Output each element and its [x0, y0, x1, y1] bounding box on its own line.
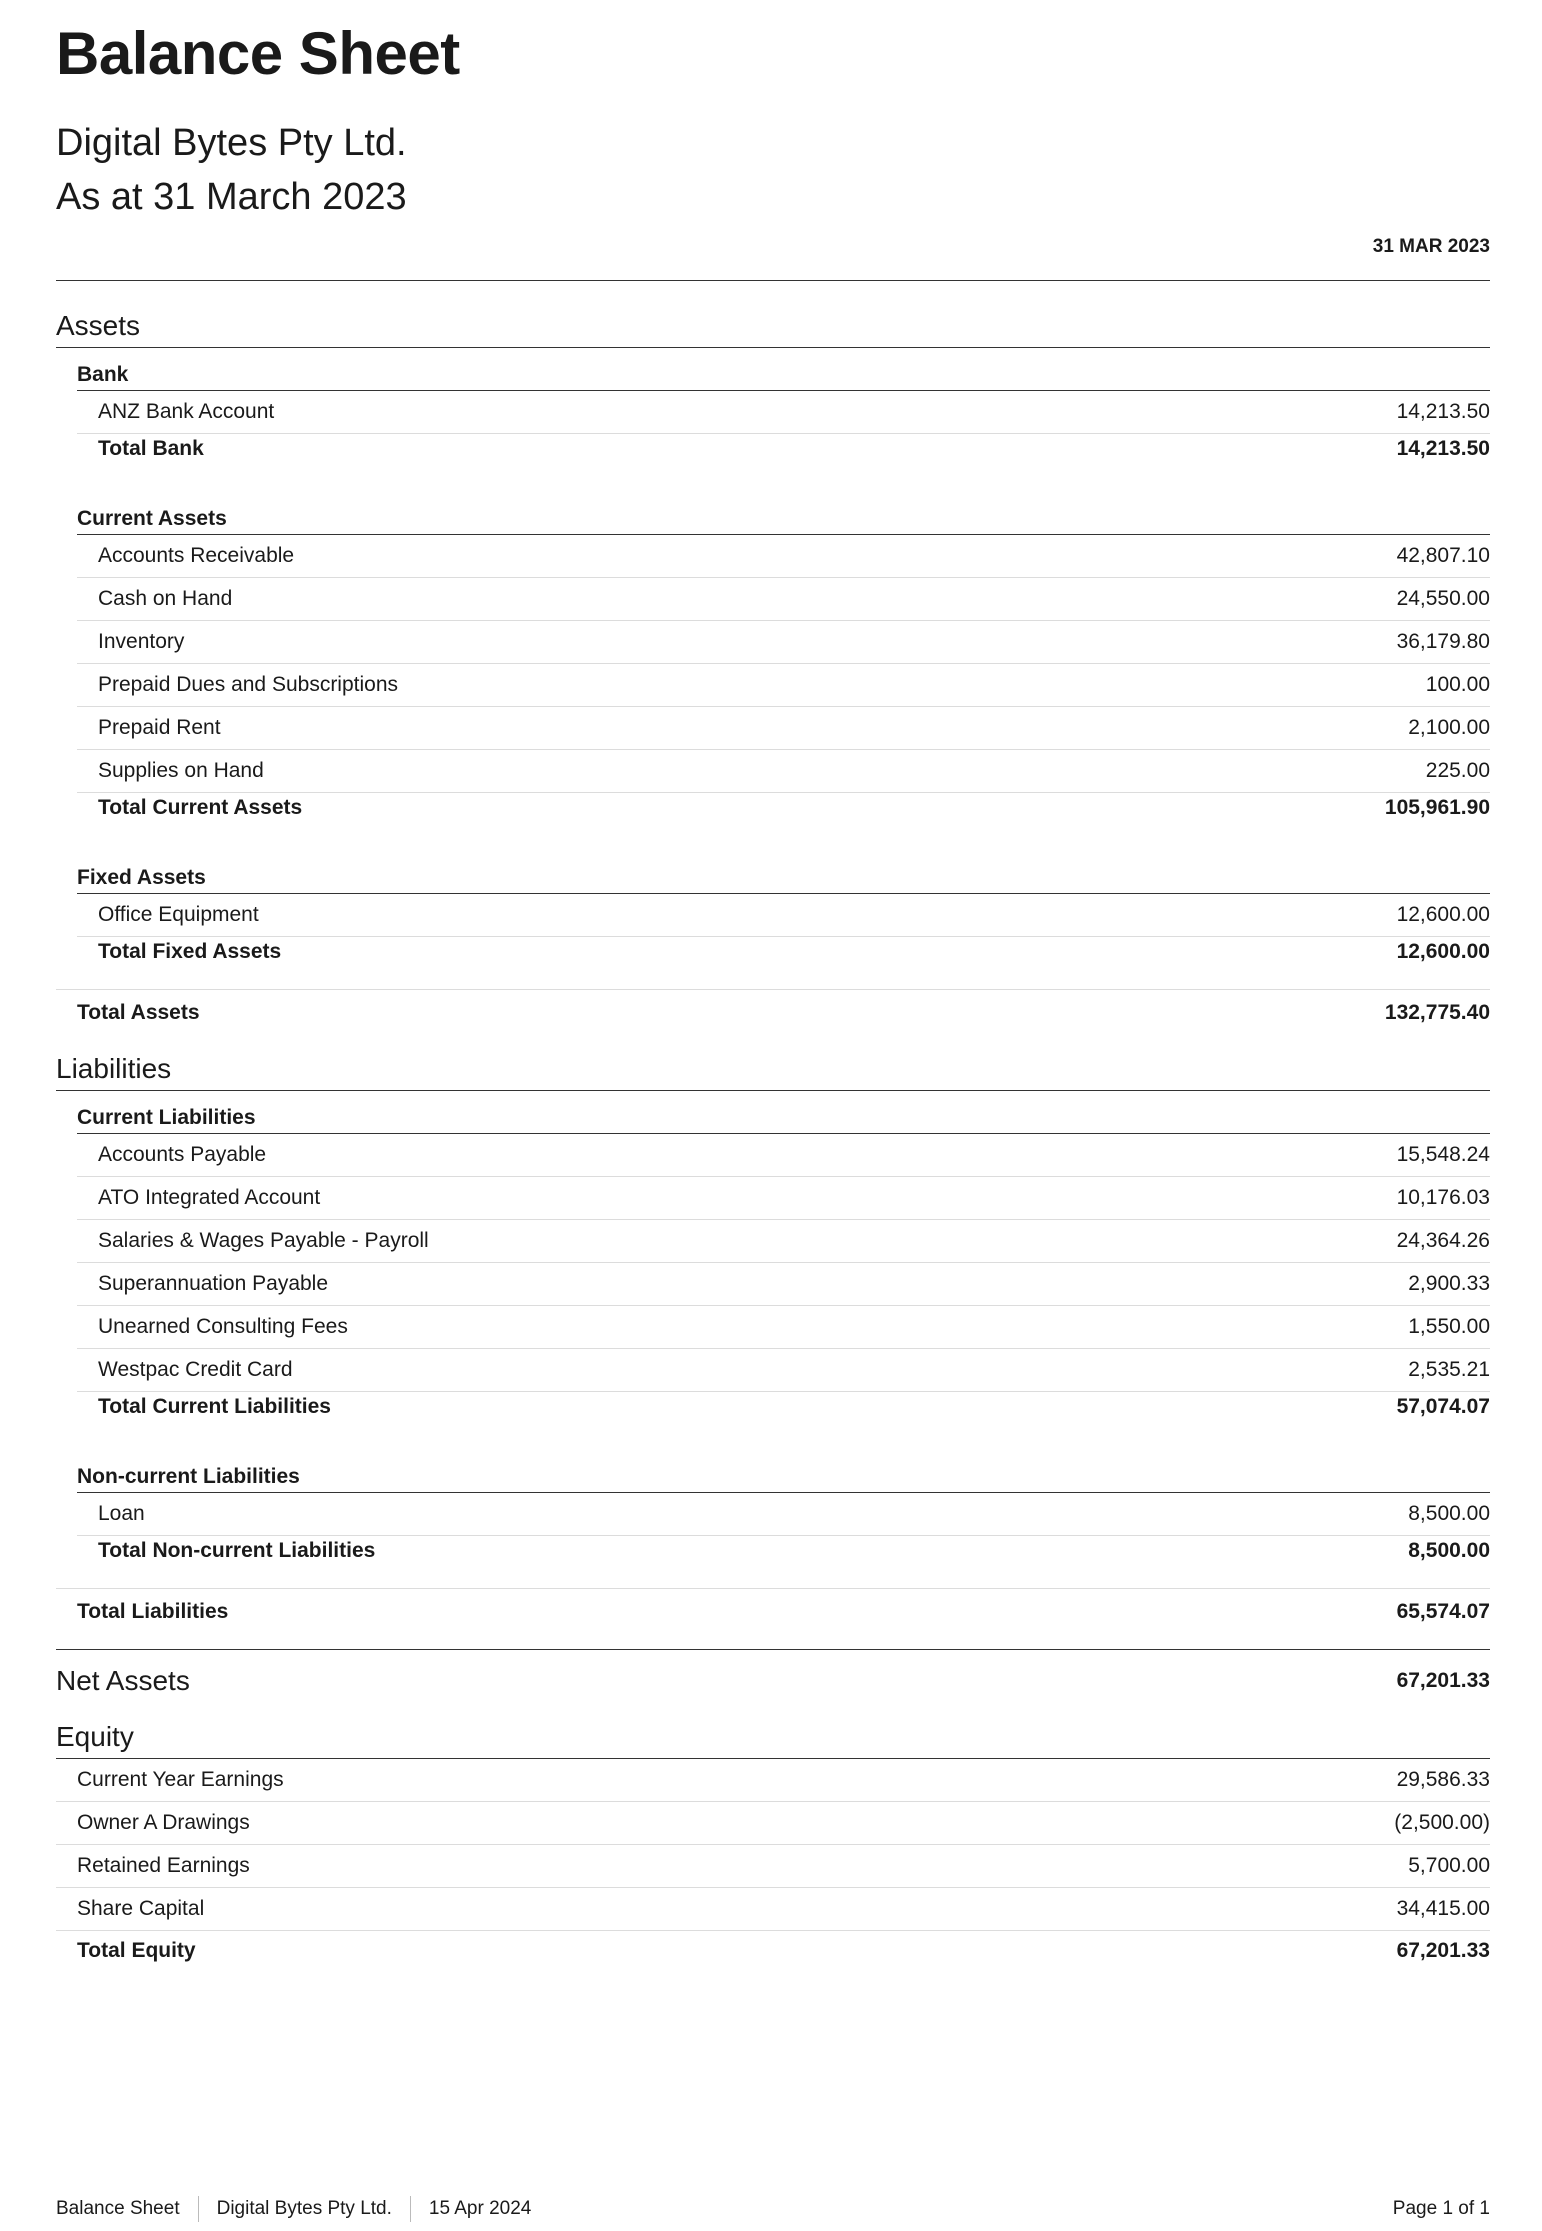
account-label: Cash on Hand [98, 587, 233, 610]
net-assets-amount: 67,201.33 [1396, 1669, 1490, 1692]
total-amount: 65,574.07 [1396, 1600, 1490, 1623]
account-label: Westpac Credit Card [98, 1358, 293, 1381]
account-label: ANZ Bank Account [98, 400, 275, 423]
total-amount: 8,500.00 [1408, 1539, 1490, 1562]
balance-sheet-page [56, 0, 1490, 1971]
account-row[interactable] [77, 1306, 1490, 1349]
group-current-liabilities [56, 1091, 1490, 1422]
total-row-bank [77, 434, 1490, 464]
account-label: Supplies on Hand [98, 759, 264, 782]
account-label: ATO Integrated Account [98, 1186, 321, 1209]
account-row[interactable] [56, 1802, 1490, 1845]
report-title: Balance Sheet [56, 20, 460, 87]
total-amount: 132,775.40 [1384, 1001, 1490, 1024]
account-label: Inventory [98, 630, 185, 653]
account-row[interactable] [77, 535, 1490, 578]
account-row[interactable] [77, 894, 1490, 937]
account-amount: 10,176.03 [1396, 1186, 1490, 1209]
account-label: Prepaid Dues and Subscriptions [98, 673, 399, 696]
account-row[interactable] [56, 1888, 1490, 1931]
account-row[interactable] [77, 621, 1490, 664]
account-amount: 36,179.80 [1396, 630, 1490, 653]
footer-date: 15 Apr 2024 [428, 2198, 532, 2219]
total-row-current-liabilities [77, 1392, 1490, 1422]
total-row-liabilities [56, 1588, 1490, 1635]
total-amount: 105,961.90 [1384, 796, 1490, 819]
account-label: Accounts Receivable [98, 544, 295, 567]
group-heading-noncurrent-liabilities: Non-current Liabilities [77, 1450, 1490, 1493]
account-amount: 15,548.24 [1396, 1143, 1490, 1166]
group-current-assets [56, 492, 1490, 823]
group-heading-current-liabilities: Current Liabilities [77, 1091, 1490, 1134]
account-label: Office Equipment [98, 903, 259, 926]
footer-company: Digital Bytes Pty Ltd. [217, 2196, 411, 2222]
total-label: Total Current Assets [98, 796, 303, 819]
total-label: Total Liabilities [77, 1600, 229, 1623]
section-heading-liabilities: Liabilities [56, 1036, 1490, 1091]
account-label: Current Year Earnings [77, 1768, 284, 1791]
group-bank [56, 348, 1490, 464]
account-row[interactable] [77, 1177, 1490, 1220]
total-label: Total Fixed Assets [98, 940, 282, 963]
account-amount: 5,700.00 [1408, 1854, 1490, 1877]
account-amount: 14,213.50 [1396, 400, 1490, 423]
account-row[interactable] [56, 1845, 1490, 1888]
account-row[interactable] [77, 578, 1490, 621]
report-date: As at 31 March 2023 [56, 176, 407, 218]
account-amount: 2,535.21 [1408, 1358, 1490, 1381]
total-amount: 67,201.33 [1396, 1939, 1490, 1962]
account-label: Retained Earnings [77, 1854, 250, 1877]
page-footer [56, 2196, 1490, 2222]
account-amount: 29,586.33 [1396, 1768, 1490, 1791]
net-assets-label: Net Assets [56, 1665, 190, 1696]
account-amount: 1,550.00 [1408, 1315, 1490, 1338]
group-fixed-assets [56, 851, 1490, 967]
footer-report-name: Balance Sheet [56, 2196, 199, 2222]
total-row-current-assets [77, 793, 1490, 823]
section-heading-assets: Assets [56, 281, 1490, 348]
account-row[interactable] [77, 1134, 1490, 1177]
account-row[interactable] [77, 1349, 1490, 1392]
account-label: Superannuation Payable [98, 1272, 329, 1295]
group-heading-fixed-assets: Fixed Assets [77, 851, 1490, 894]
account-amount: 8,500.00 [1408, 1502, 1490, 1525]
account-label: Unearned Consulting Fees [98, 1315, 348, 1338]
group-noncurrent-liabilities [56, 1450, 1490, 1566]
group-heading-current-assets: Current Assets [77, 492, 1490, 535]
account-label: Loan [98, 1502, 145, 1525]
account-row[interactable] [77, 1220, 1490, 1263]
column-header-date: 31 MAR 2023 [56, 236, 1490, 281]
footer-page-number: Page 1 of 1 [1392, 2198, 1490, 2219]
total-label: Total Current Liabilities [98, 1395, 331, 1418]
total-label: Total Bank [98, 437, 204, 460]
account-row[interactable] [77, 391, 1490, 434]
total-amount: 14,213.50 [1396, 437, 1490, 460]
account-row[interactable] [77, 750, 1490, 793]
account-label: Accounts Payable [98, 1143, 267, 1166]
account-amount: 24,364.26 [1396, 1229, 1490, 1252]
company-name: Digital Bytes Pty Ltd. [56, 122, 407, 164]
total-amount: 57,074.07 [1396, 1395, 1490, 1418]
account-amount: (2,500.00) [1394, 1811, 1490, 1834]
total-row-fixed-assets [77, 937, 1490, 967]
total-row-equity [56, 1931, 1490, 1971]
account-row[interactable] [77, 664, 1490, 707]
group-heading-bank: Bank [77, 348, 1490, 391]
account-amount: 34,415.00 [1396, 1897, 1490, 1920]
net-assets-row [56, 1649, 1490, 1712]
account-amount: 24,550.00 [1396, 587, 1490, 610]
account-amount: 12,600.00 [1396, 903, 1490, 926]
account-amount: 42,807.10 [1396, 544, 1490, 567]
total-label: Total Equity [77, 1939, 196, 1962]
total-label: Total Non-current Liabilities [98, 1539, 376, 1562]
account-row[interactable] [77, 1263, 1490, 1306]
account-label: Share Capital [77, 1897, 205, 1920]
total-row-assets [56, 989, 1490, 1036]
account-amount: 100.00 [1425, 673, 1490, 696]
account-amount: 225.00 [1425, 759, 1490, 782]
account-row[interactable] [77, 1493, 1490, 1536]
section-heading-equity: Equity [56, 1712, 1490, 1759]
account-label: Prepaid Rent [98, 716, 221, 739]
account-amount: 2,900.33 [1408, 1272, 1490, 1295]
account-label: Owner A Drawings [77, 1811, 250, 1834]
total-label: Total Assets [77, 1001, 200, 1024]
account-row[interactable] [56, 1759, 1490, 1802]
account-row[interactable] [77, 707, 1490, 750]
account-label: Salaries & Wages Payable - Payroll [98, 1229, 429, 1252]
total-amount: 12,600.00 [1396, 940, 1490, 963]
total-row-noncurrent-liabilities [77, 1536, 1490, 1566]
account-amount: 2,100.00 [1408, 716, 1490, 739]
